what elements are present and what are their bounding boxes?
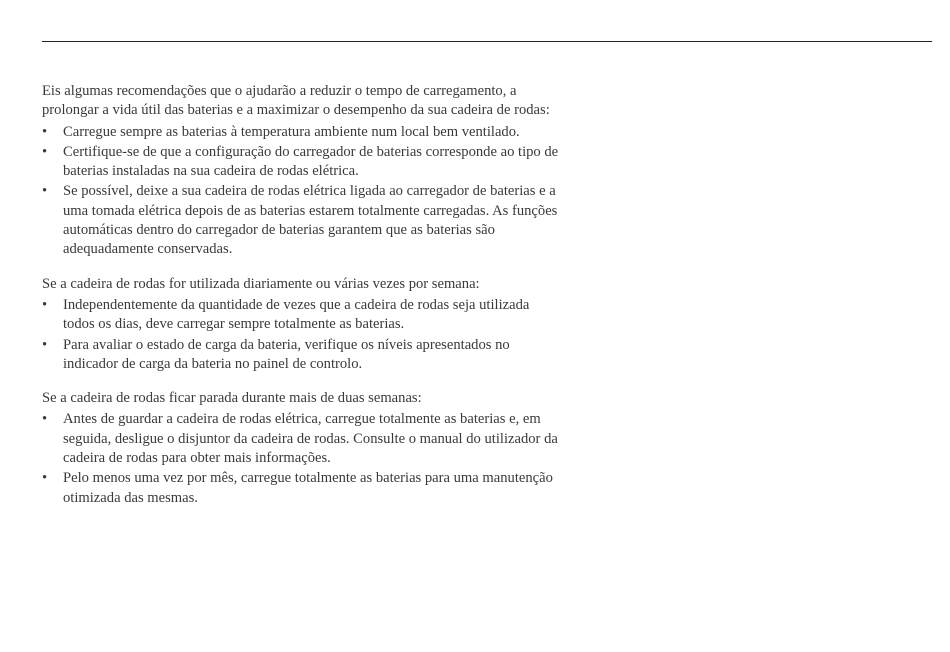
intro-paragraph: Eis algumas recomendações que o ajudarão a reduzir o tempo de carregamento, a prolongar a vida útil das baterias e a maximizar o desempenho da sua cadeira de rodas: <box>42 83 550 119</box>
list-item <box>42 123 562 142</box>
daily-use-section <box>42 275 562 374</box>
list-item <box>42 410 562 468</box>
list-item <box>42 469 562 508</box>
header-rule <box>42 41 932 42</box>
bullet-icon: • <box>42 470 48 487</box>
bullet-icon: • <box>42 143 48 160</box>
list-item-text: Carregue sempre as baterias à temperatura ambiente num local bem ventilado. <box>63 123 520 140</box>
list-item-text: Se possível, deixe a sua cadeira de rodas elétrica ligada ao carregador de baterias e a uma tomada elétrica depois de as baterias estarem totalmente carregadas. As funções automáticas dentro do carregador de baterias garantem que as baterias são adequadamente conservadas. <box>63 183 558 258</box>
general-recommendations-section <box>42 82 562 260</box>
bullet-icon: • <box>42 411 48 428</box>
storage-list <box>42 410 562 507</box>
list-item <box>42 143 562 182</box>
daily-use-heading: Se a cadeira de rodas for utilizada diariamente ou várias vezes por semana: <box>42 275 480 292</box>
storage-heading: Se a cadeira de rodas ficar parada durante mais de duas semanas: <box>42 390 422 407</box>
general-recommendations-list <box>42 123 562 260</box>
bullet-icon: • <box>42 123 48 140</box>
list-item <box>42 336 562 375</box>
list-item <box>42 182 562 259</box>
daily-use-list <box>42 296 562 374</box>
document-body <box>42 82 562 523</box>
list-item-text: Antes de guardar a cadeira de rodas elétrica, carregue totalmente as baterias e, em seguida, desligue o disjuntor da cadeira de rodas. Consulte o manual do utilizador da cadeira de rodas para obter mais informações. <box>63 411 558 467</box>
list-item-text: Para avaliar o estado de carga da bateria, verifique os níveis apresentados no indicador de carga da bateria no painel de controlo. <box>63 336 510 372</box>
bullet-icon: • <box>42 296 48 313</box>
storage-section <box>42 389 562 508</box>
bullet-icon: • <box>42 183 48 200</box>
list-item-text: Independentemente da quantidade de vezes que a cadeira de rodas seja utilizada todos os dias, deve carregar sempre totalmente as baterias. <box>63 296 530 333</box>
list-item <box>42 296 562 335</box>
list-item-text: Pelo menos uma vez por mês, carregue totalmente as baterias para uma manutenção otimizada das mesmas. <box>63 470 553 506</box>
list-item-text: Certifique-se de que a configuração do carregador de baterias corresponde ao tipo de baterias instaladas na sua cadeira de rodas elétrica. <box>63 143 559 180</box>
bullet-icon: • <box>42 336 48 353</box>
